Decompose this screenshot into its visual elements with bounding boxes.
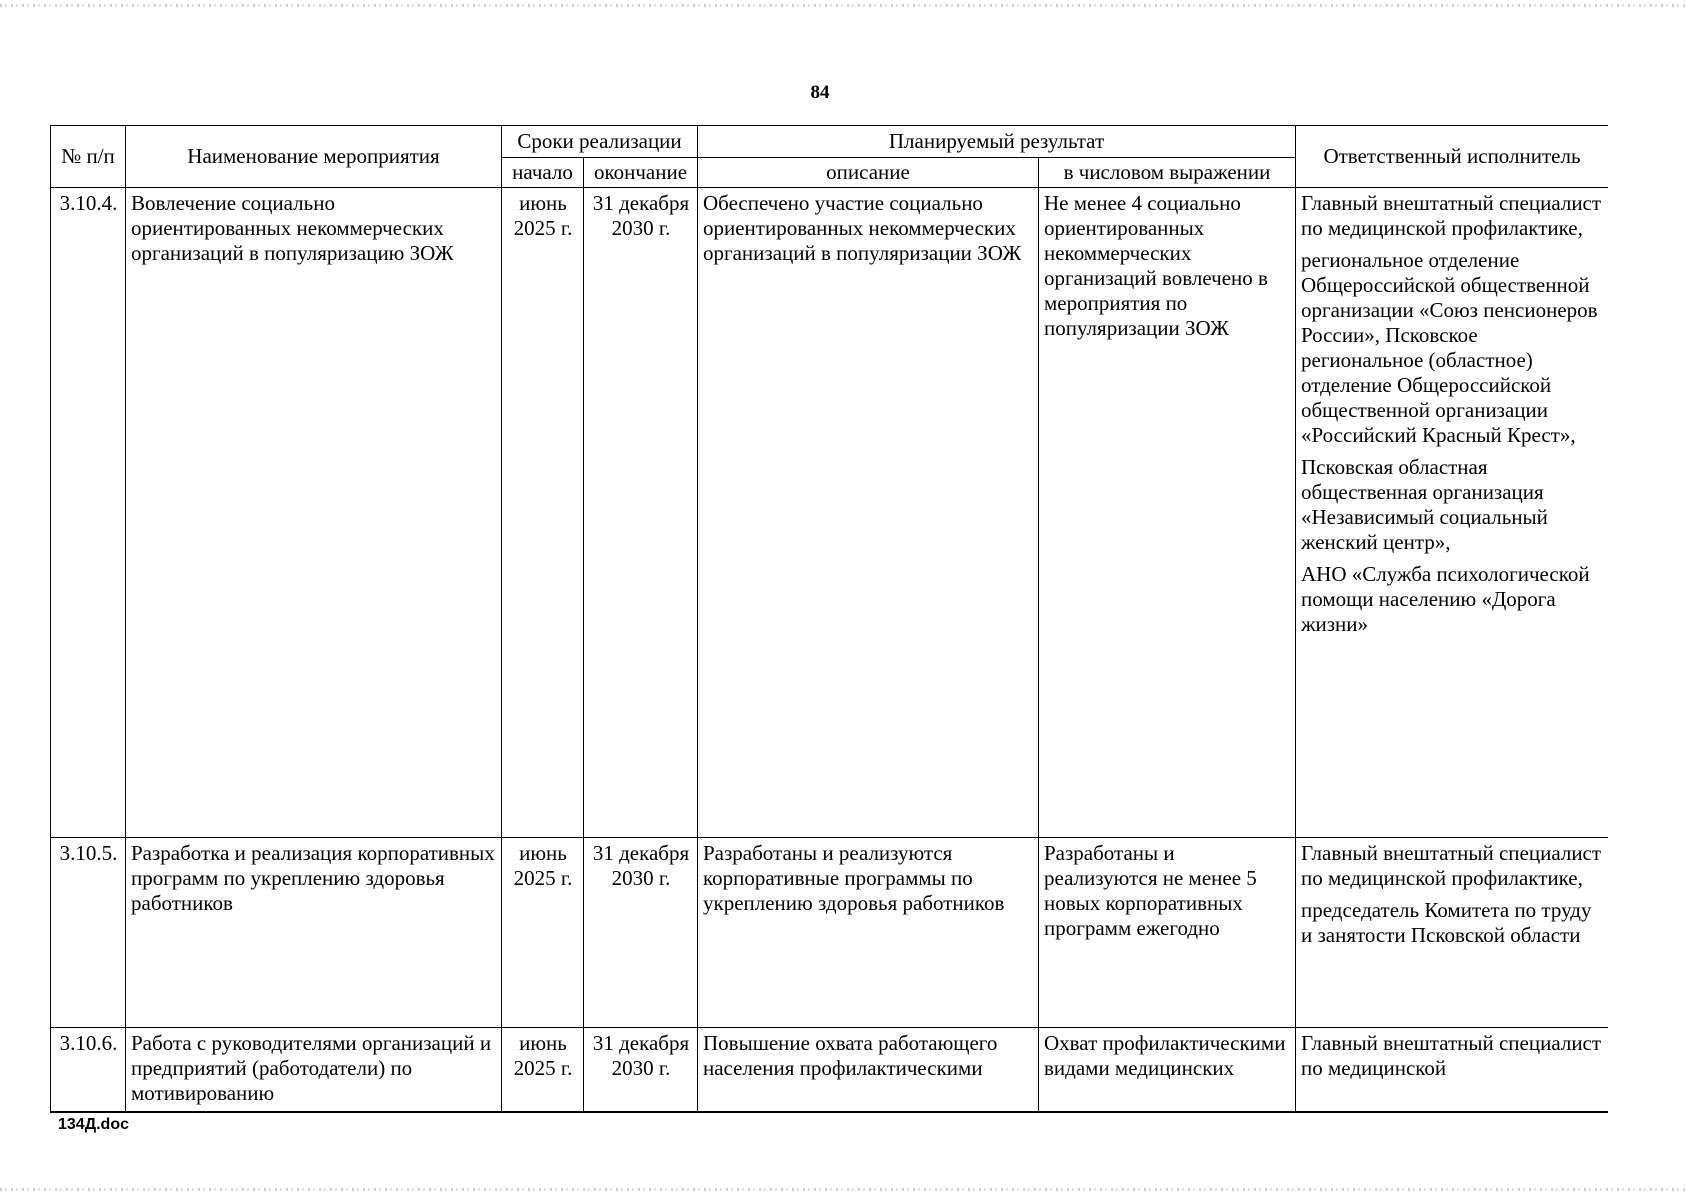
responsible-entry: Главный внештатный специалист по медицинской xyxy=(1301,1031,1602,1080)
row-end: 31 декабря 2030 г. xyxy=(584,188,698,838)
responsible-entry: Псковская областная общественная организация «Независимый социальный женский центр», xyxy=(1301,455,1548,554)
scan-edge-bottom xyxy=(0,1188,1686,1191)
row-name: Вовлечение социально ориентированных некоммерческих организаций в популяризацию ЗОЖ xyxy=(126,188,502,838)
page-number: 84 xyxy=(810,82,830,103)
responsible-entry: председатель Комитета по труду и занятости Псковской области xyxy=(1301,898,1592,947)
row-numeric: Не менее 4 социально ориентированных некоммерческих организаций вовлечено в мероприятия по популяризации ЗОЖ xyxy=(1039,188,1296,838)
document-filename: 134Д.doc xyxy=(58,1116,129,1133)
row-numeric: Охват профилактическими видами медицинских xyxy=(1039,1028,1296,1114)
row-start: июнь 2025 г. xyxy=(502,838,584,1028)
header-numeric: в числовом выражении xyxy=(1039,158,1296,188)
row-description: Обеспечено участие социально ориентированных некоммерческих организаций в популяризации ЗОЖ xyxy=(698,188,1039,838)
row-name: Работа с руководителями организаций и предприятий (работодатели) по мотивированию xyxy=(126,1028,502,1114)
responsible-entry: региональное отделение Общероссийской общественной организации «Союз пенсионеров России», Псковское региональное (областное) отделение Общероссийской общественной организации «Российский Красный Крест», xyxy=(1301,248,1598,447)
row-num: 3.10.6. xyxy=(51,1028,126,1114)
header-num: № п/п xyxy=(51,126,126,188)
table-row xyxy=(51,838,1609,1028)
header-result: Планируемый результат xyxy=(698,126,1296,158)
table-container xyxy=(50,125,1608,1113)
table-header xyxy=(51,126,1609,188)
responsible-entry: Главный внештатный специалист по медицинской профилактике, xyxy=(1301,191,1602,240)
table-row xyxy=(51,1028,1609,1114)
row-num: 3.10.4. xyxy=(51,188,126,838)
header-responsible: Ответственный исполнитель xyxy=(1296,126,1609,188)
row-description: Разработаны и реализуются корпоративные программы по укреплению здоровья работников xyxy=(698,838,1039,1028)
table-row xyxy=(51,188,1609,838)
row-name: Разработка и реализация корпоративных программ по укреплению здоровья работников xyxy=(126,838,502,1028)
header-name: Наименование мероприятия xyxy=(126,126,502,188)
header-description: описание xyxy=(698,158,1039,188)
row-numeric: Разработаны и реализуются не менее 5 новых корпоративных программ ежегодно xyxy=(1039,838,1296,1028)
row-start: июнь 2025 г. xyxy=(502,188,584,838)
header-end: окончание xyxy=(584,158,698,188)
responsible-entry: Главный внештатный специалист по медицинской профилактике, xyxy=(1301,841,1602,890)
row-responsible xyxy=(1296,188,1609,838)
row-num: 3.10.5. xyxy=(51,838,126,1028)
responsible-entry: АНО «Служба психологической помощи населению «Дорога жизни» xyxy=(1301,562,1590,636)
row-responsible xyxy=(1296,838,1609,1028)
scan-edge-top xyxy=(0,4,1686,7)
plan-table xyxy=(50,125,1608,1113)
row-description: Повышение охвата работающего населения профилактическими xyxy=(698,1028,1039,1114)
header-start: начало xyxy=(502,158,584,188)
row-start: июнь 2025 г. xyxy=(502,1028,584,1114)
header-timing: Сроки реализации xyxy=(502,126,698,158)
row-responsible xyxy=(1296,1028,1609,1114)
row-end: 31 декабря 2030 г. xyxy=(584,1028,698,1114)
row-end: 31 декабря 2030 г. xyxy=(584,838,698,1028)
